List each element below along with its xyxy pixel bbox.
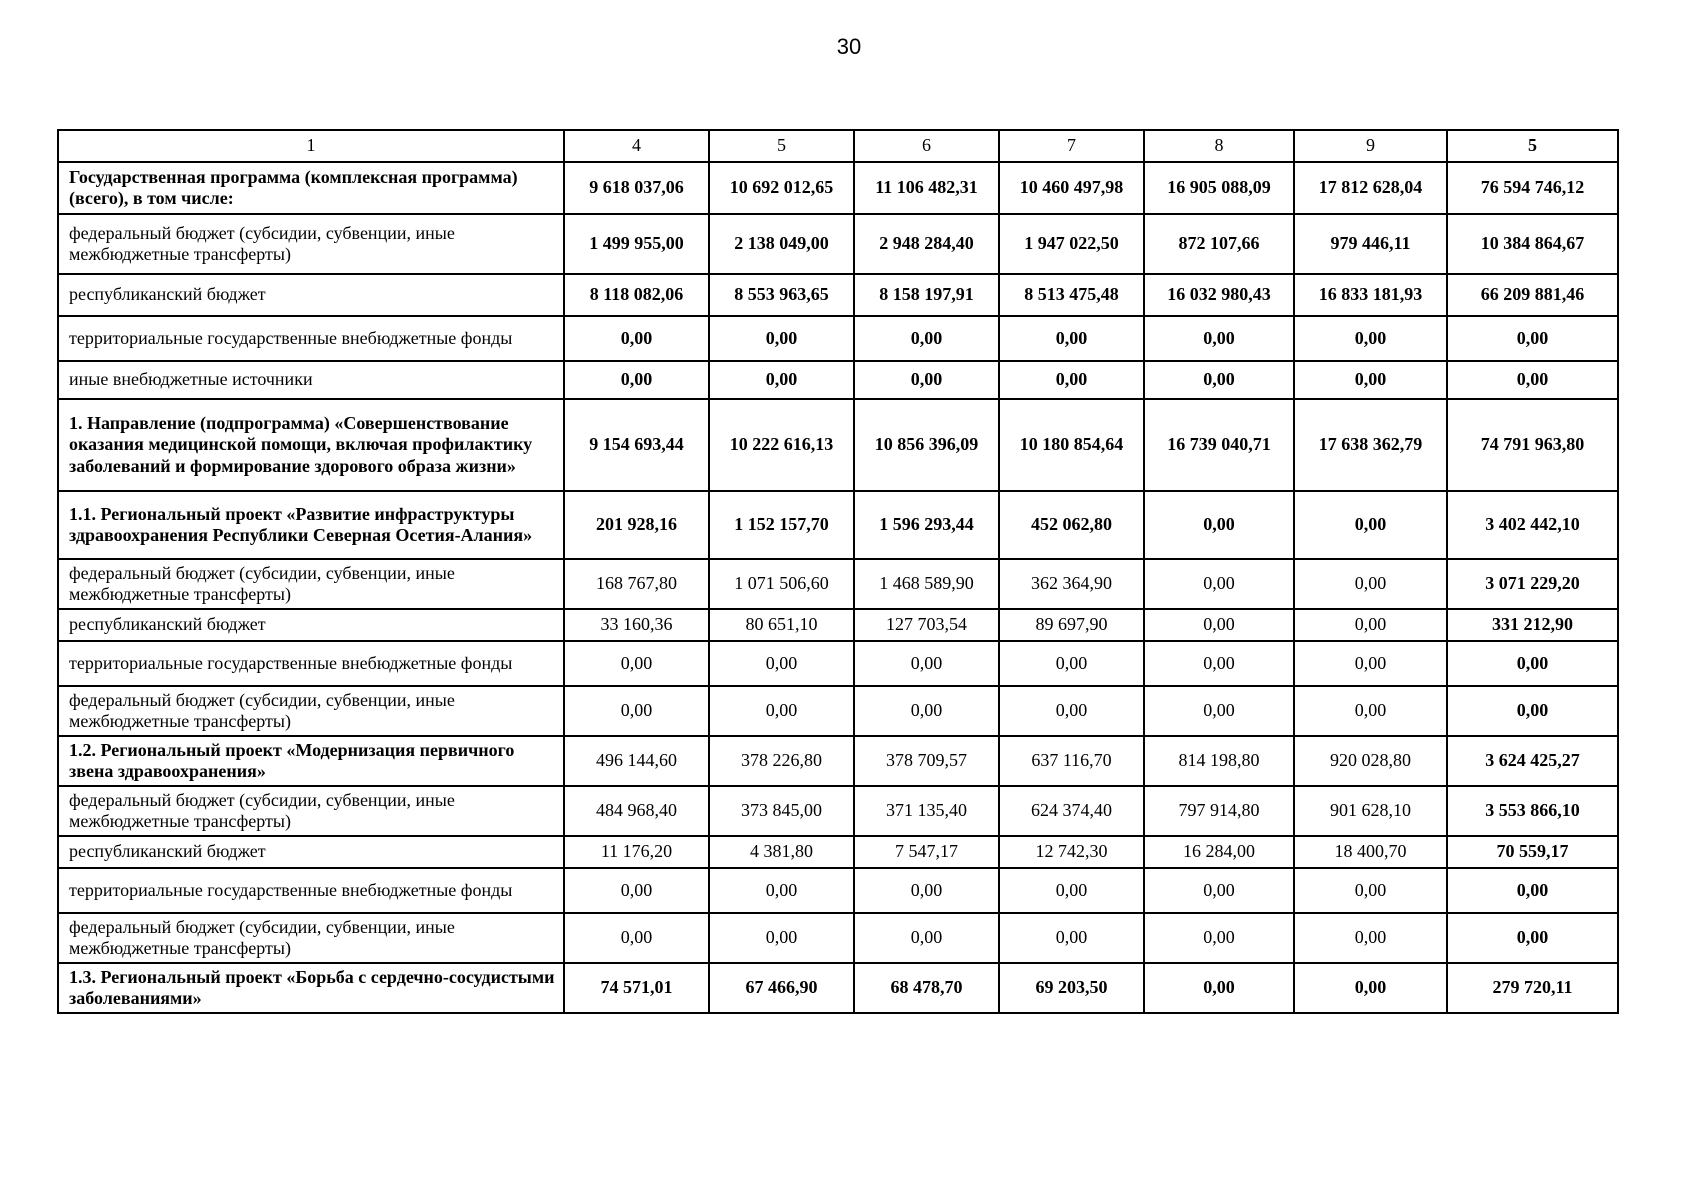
value-cell: 0,00 [709, 641, 854, 686]
value-cell: 4 381,80 [709, 836, 854, 868]
row-total-cell: 3 071 229,20 [1447, 559, 1618, 609]
value-cell: 1 596 293,44 [854, 491, 999, 559]
value-cell: 17 638 362,79 [1294, 399, 1447, 491]
value-cell: 17 812 628,04 [1294, 162, 1447, 214]
value-cell: 8 513 475,48 [999, 274, 1144, 316]
value-cell: 814 198,80 [1144, 736, 1294, 786]
value-cell: 0,00 [1294, 913, 1447, 963]
row-label: федеральный бюджет (субсидии, субвенции, иные межбюджетные трансферты) [58, 786, 564, 836]
value-cell: 8 158 197,91 [854, 274, 999, 316]
value-cell: 33 160,36 [564, 609, 709, 641]
value-cell: 0,00 [564, 868, 709, 913]
value-cell: 80 651,10 [709, 609, 854, 641]
column-header: 7 [999, 130, 1144, 162]
column-header: 5 [709, 130, 854, 162]
value-cell: 0,00 [854, 913, 999, 963]
row-label: федеральный бюджет (субсидии, субвенции, иные межбюджетные трансферты) [58, 559, 564, 609]
row-label: республиканский бюджет [58, 274, 564, 316]
value-cell: 0,00 [709, 316, 854, 361]
value-cell: 0,00 [709, 686, 854, 736]
value-cell: 0,00 [1294, 641, 1447, 686]
row-label: федеральный бюджет (субсидии, субвенции, иные межбюджетные трансферты) [58, 913, 564, 963]
row-total-cell: 0,00 [1447, 641, 1618, 686]
table-row [58, 162, 1618, 214]
value-cell: 127 703,54 [854, 609, 999, 641]
column-header: 4 [564, 130, 709, 162]
row-total-cell: 0,00 [1447, 361, 1618, 399]
value-cell: 0,00 [1294, 686, 1447, 736]
value-cell: 637 116,70 [999, 736, 1144, 786]
value-cell: 373 845,00 [709, 786, 854, 836]
value-cell: 9 154 693,44 [564, 399, 709, 491]
value-cell: 0,00 [999, 686, 1144, 736]
row-label: территориальные государственные внебюджетные фонды [58, 316, 564, 361]
row-total-cell: 3 402 442,10 [1447, 491, 1618, 559]
table-row [58, 963, 1618, 1013]
row-total-cell: 3 553 866,10 [1447, 786, 1618, 836]
column-header: 9 [1294, 130, 1447, 162]
value-cell: 11 176,20 [564, 836, 709, 868]
table-row [58, 686, 1618, 736]
value-cell: 1 152 157,70 [709, 491, 854, 559]
value-cell: 16 905 088,09 [1144, 162, 1294, 214]
value-cell: 16 032 980,43 [1144, 274, 1294, 316]
value-cell: 11 106 482,31 [854, 162, 999, 214]
column-header: 5 [1447, 130, 1618, 162]
row-total-cell: 0,00 [1447, 686, 1618, 736]
row-label: Государственная программа (комплексная программа) (всего), в том числе: [58, 162, 564, 214]
value-cell: 89 697,90 [999, 609, 1144, 641]
value-cell: 797 914,80 [1144, 786, 1294, 836]
value-cell: 0,00 [1144, 641, 1294, 686]
row-total-cell: 0,00 [1447, 316, 1618, 361]
table-row [58, 274, 1618, 316]
table-row [58, 361, 1618, 399]
value-cell: 0,00 [564, 913, 709, 963]
table-row [58, 913, 1618, 963]
budget-table [57, 129, 1619, 1014]
value-cell: 1 499 955,00 [564, 214, 709, 274]
value-cell: 0,00 [854, 641, 999, 686]
value-cell: 0,00 [709, 868, 854, 913]
table-row [58, 641, 1618, 686]
value-cell: 7 547,17 [854, 836, 999, 868]
value-cell: 0,00 [999, 316, 1144, 361]
table-body [58, 162, 1618, 1013]
column-header: 6 [854, 130, 999, 162]
value-cell: 2 138 049,00 [709, 214, 854, 274]
value-cell: 0,00 [854, 361, 999, 399]
value-cell: 484 968,40 [564, 786, 709, 836]
value-cell: 168 767,80 [564, 559, 709, 609]
value-cell: 9 618 037,06 [564, 162, 709, 214]
value-cell: 378 226,80 [709, 736, 854, 786]
value-cell: 10 180 854,64 [999, 399, 1144, 491]
row-total-cell: 331 212,90 [1447, 609, 1618, 641]
value-cell: 0,00 [564, 686, 709, 736]
table-row [58, 786, 1618, 836]
value-cell: 67 466,90 [709, 963, 854, 1013]
value-cell: 10 692 012,65 [709, 162, 854, 214]
value-cell: 0,00 [1144, 609, 1294, 641]
value-cell: 624 374,40 [999, 786, 1144, 836]
value-cell: 201 928,16 [564, 491, 709, 559]
table-row [58, 399, 1618, 491]
row-total-cell: 0,00 [1447, 913, 1618, 963]
row-total-cell: 66 209 881,46 [1447, 274, 1618, 316]
value-cell: 8 553 963,65 [709, 274, 854, 316]
value-cell: 0,00 [1144, 559, 1294, 609]
value-cell: 0,00 [1294, 963, 1447, 1013]
value-cell: 74 571,01 [564, 963, 709, 1013]
value-cell: 0,00 [1144, 868, 1294, 913]
value-cell: 0,00 [999, 361, 1144, 399]
value-cell: 10 222 616,13 [709, 399, 854, 491]
table-row [58, 836, 1618, 868]
value-cell: 10 856 396,09 [854, 399, 999, 491]
value-cell: 979 446,11 [1294, 214, 1447, 274]
column-header: 8 [1144, 130, 1294, 162]
value-cell: 12 742,30 [999, 836, 1144, 868]
value-cell: 16 833 181,93 [1294, 274, 1447, 316]
value-cell: 0,00 [999, 868, 1144, 913]
value-cell: 8 118 082,06 [564, 274, 709, 316]
value-cell: 0,00 [854, 868, 999, 913]
value-cell: 2 948 284,40 [854, 214, 999, 274]
row-label: 1. Направление (подпрограмма) «Совершенствование оказания медицинской помощи, включая профилактику заболеваний и формирование здорового образа жизни» [58, 399, 564, 491]
value-cell: 0,00 [1144, 913, 1294, 963]
value-cell: 0,00 [564, 361, 709, 399]
value-cell: 452 062,80 [999, 491, 1144, 559]
value-cell: 0,00 [854, 316, 999, 361]
value-cell: 0,00 [999, 641, 1144, 686]
value-cell: 901 628,10 [1294, 786, 1447, 836]
value-cell: 0,00 [709, 361, 854, 399]
table-row [58, 214, 1618, 274]
value-cell: 872 107,66 [1144, 214, 1294, 274]
value-cell: 0,00 [999, 913, 1144, 963]
value-cell: 0,00 [1144, 491, 1294, 559]
value-cell: 0,00 [1294, 609, 1447, 641]
row-total-cell: 3 624 425,27 [1447, 736, 1618, 786]
value-cell: 1 468 589,90 [854, 559, 999, 609]
table-row [58, 491, 1618, 559]
value-cell: 0,00 [1294, 559, 1447, 609]
row-label: 1.3. Региональный проект «Борьба с сердечно-сосудистыми заболеваниями» [58, 963, 564, 1013]
value-cell: 378 709,57 [854, 736, 999, 786]
row-label: территориальные государственные внебюджетные фонды [58, 641, 564, 686]
value-cell: 0,00 [1294, 316, 1447, 361]
value-cell: 1 071 506,60 [709, 559, 854, 609]
row-total-cell: 76 594 746,12 [1447, 162, 1618, 214]
table-header-row [58, 130, 1618, 162]
value-cell: 0,00 [564, 641, 709, 686]
value-cell: 371 135,40 [854, 786, 999, 836]
row-label: федеральный бюджет (субсидии, субвенции, иные межбюджетные трансферты) [58, 214, 564, 274]
row-label: 1.1. Региональный проект «Развитие инфраструктуры здравоохранения Республики Северная Осетия-Алания» [58, 491, 564, 559]
value-cell: 0,00 [1144, 963, 1294, 1013]
table-row [58, 609, 1618, 641]
row-label: федеральный бюджет (субсидии, субвенции, иные межбюджетные трансферты) [58, 686, 564, 736]
value-cell: 0,00 [1294, 361, 1447, 399]
value-cell: 496 144,60 [564, 736, 709, 786]
row-total-cell: 74 791 963,80 [1447, 399, 1618, 491]
row-total-cell: 0,00 [1447, 868, 1618, 913]
value-cell: 0,00 [1144, 686, 1294, 736]
table-row [58, 736, 1618, 786]
value-cell: 69 203,50 [999, 963, 1144, 1013]
table-row [58, 868, 1618, 913]
value-cell: 0,00 [564, 316, 709, 361]
row-total-cell: 279 720,11 [1447, 963, 1618, 1013]
value-cell: 0,00 [854, 686, 999, 736]
row-label: 1.2. Региональный проект «Модернизация первичного звена здравоохранения» [58, 736, 564, 786]
row-label: иные внебюджетные источники [58, 361, 564, 399]
value-cell: 0,00 [1144, 316, 1294, 361]
value-cell: 10 460 497,98 [999, 162, 1144, 214]
value-cell: 16 739 040,71 [1144, 399, 1294, 491]
value-cell: 68 478,70 [854, 963, 999, 1013]
table-row [58, 559, 1618, 609]
row-label: республиканский бюджет [58, 836, 564, 868]
value-cell: 920 028,80 [1294, 736, 1447, 786]
row-total-cell: 70 559,17 [1447, 836, 1618, 868]
page-number: 30 [836, 34, 862, 59]
value-cell: 0,00 [1294, 868, 1447, 913]
row-label: республиканский бюджет [58, 609, 564, 641]
value-cell: 18 400,70 [1294, 836, 1447, 868]
column-header: 1 [58, 130, 564, 162]
table-row [58, 316, 1618, 361]
value-cell: 0,00 [1294, 491, 1447, 559]
value-cell: 16 284,00 [1144, 836, 1294, 868]
value-cell: 1 947 022,50 [999, 214, 1144, 274]
value-cell: 0,00 [709, 913, 854, 963]
value-cell: 362 364,90 [999, 559, 1144, 609]
row-total-cell: 10 384 864,67 [1447, 214, 1618, 274]
value-cell: 0,00 [1144, 361, 1294, 399]
row-label: территориальные государственные внебюджетные фонды [58, 868, 564, 913]
